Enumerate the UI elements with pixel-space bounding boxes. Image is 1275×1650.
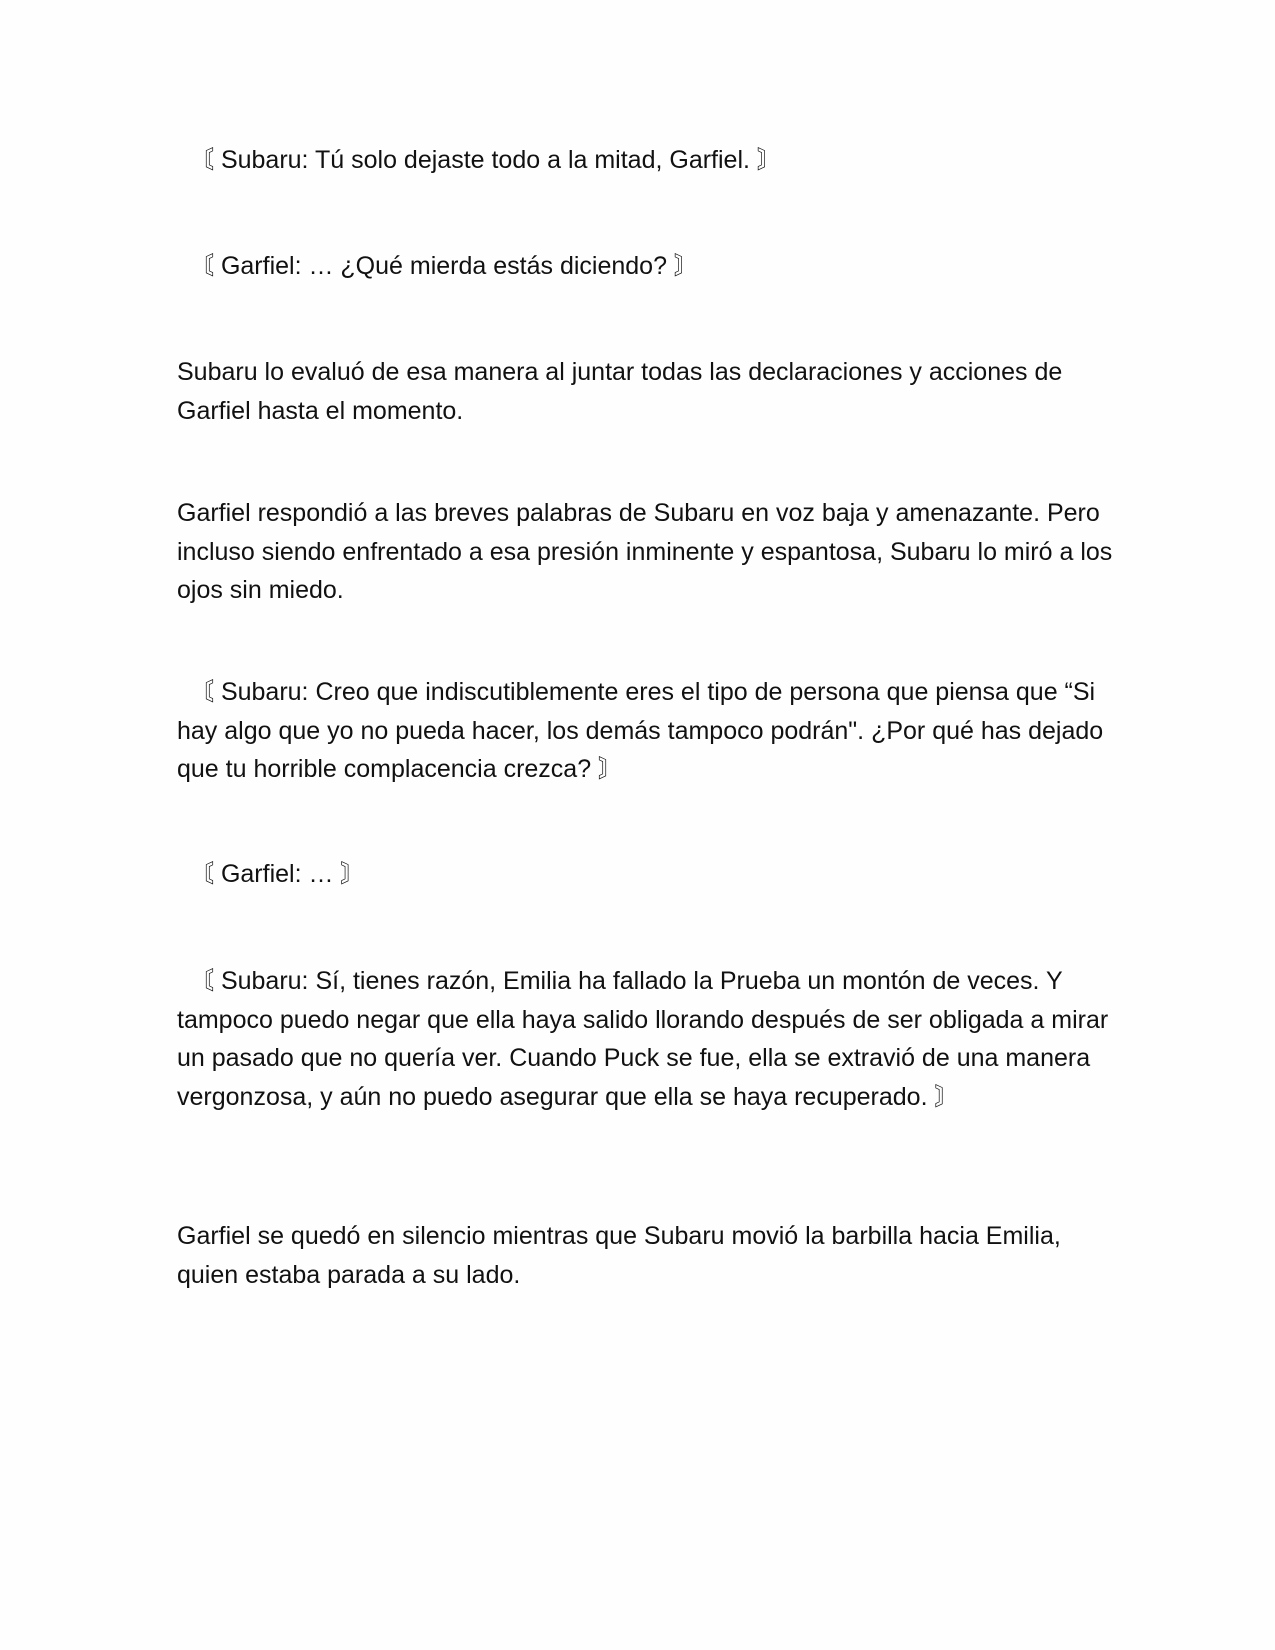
narration-paragraph: Garfiel respondió a las breves palabras de Subaru en voz baja y amenazante. Pero incluso siendo enfrentado a esa presión inminente y espantosa, Subaru lo miró a los ojos sin miedo. xyxy=(177,499,1113,604)
dialogue-line: 〘 Subaru: Tú solo dejaste todo a la mitad, Garfiel. 〙 xyxy=(189,146,782,174)
dialogue-line: 〘 Subaru: Sí, tienes razón, Emilia ha fallado la Prueba un montón de veces. Y tampoco puedo negar que ella haya salido llorando después de ser obligada a mirar un pasado que no quería ver. Cuando Puck se fue, ella se extravió de una manera vergonzosa, y aún no puedo asegurar que ella se haya recuperado. 〙 xyxy=(177,967,1109,1111)
dialogue-line: 〘 Garfiel: … 〙 xyxy=(189,860,366,888)
narration-paragraph: Garfiel se quedó en silencio mientras que Subaru movió la barbilla hacia Emilia, quien estaba parada a su lado. xyxy=(177,1222,1061,1289)
dialogue-line: 〘 Garfiel: … ¿Qué mierda estás diciendo? 〙 xyxy=(189,252,699,280)
narration-paragraph: Subaru lo evaluó de esa manera al juntar todas las declaraciones y acciones de Garfiel hasta el momento. xyxy=(177,358,1063,425)
dialogue-line: 〘 Subaru: Creo que indiscutiblemente eres el tipo de persona que piensa que “Si hay algo que yo no pueda hacer, los demás tampoco podrán". ¿Por qué has dejado que tu horrible complacencia crezca? 〙 xyxy=(177,678,1104,783)
